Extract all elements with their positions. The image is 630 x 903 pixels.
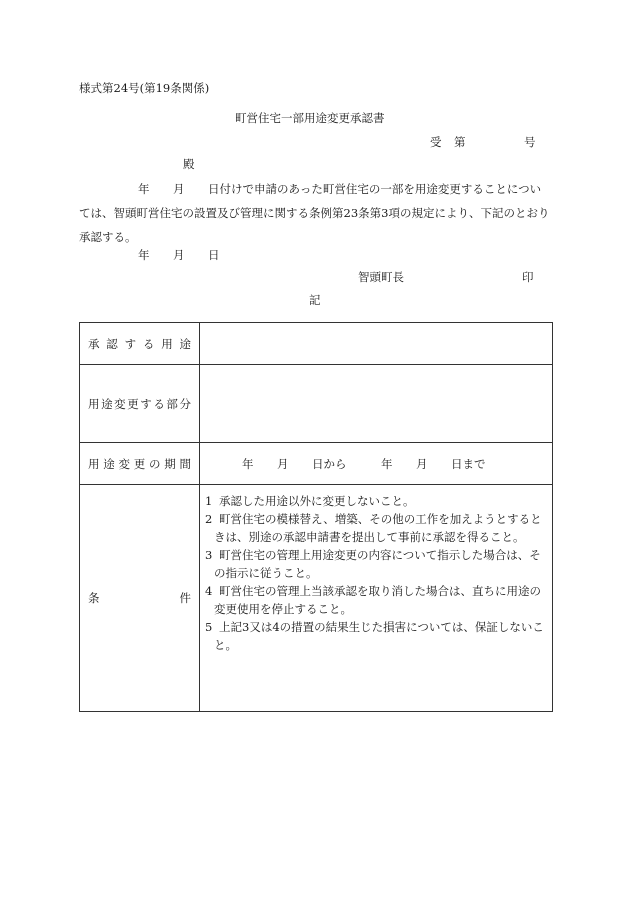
table-row bbox=[80, 323, 552, 365]
condition-item bbox=[205, 582, 547, 618]
label-char: 承 bbox=[88, 336, 100, 351]
label-char: の bbox=[149, 456, 161, 471]
reception-dai: 第 bbox=[454, 135, 466, 149]
label-cell bbox=[80, 443, 200, 484]
condition-text: 町営住宅の模様替え、増築、その他の工作を加えようとするときは、別途の承認申請書を提出して事前に承認を得ること。 bbox=[214, 512, 542, 544]
ki-heading: 記 bbox=[309, 293, 321, 307]
label-char: 途 bbox=[103, 456, 115, 471]
condition-text: 承認した用途以外に変更しないこと。 bbox=[219, 494, 415, 508]
label-cell bbox=[80, 365, 200, 442]
condition-item bbox=[205, 618, 547, 654]
condition-text: 上記3又は4の措置の結果生じた損害については、保証しないこと。 bbox=[214, 620, 544, 652]
changed-part-label bbox=[88, 397, 191, 411]
condition-number: 3 bbox=[205, 548, 213, 562]
label-cell bbox=[80, 485, 200, 711]
body-year: 年 bbox=[138, 182, 150, 196]
condition-number: 4 bbox=[205, 584, 213, 598]
issue-year: 年 bbox=[138, 248, 150, 262]
condition-number: 5 bbox=[205, 620, 213, 634]
table-row bbox=[80, 485, 552, 711]
document-title: 町営住宅一部用途変更承認書 bbox=[235, 111, 385, 125]
condition-item bbox=[205, 492, 547, 510]
reception-ju: 受 bbox=[430, 135, 442, 149]
approval-table bbox=[79, 322, 553, 712]
period-year-2: 年 bbox=[381, 456, 393, 471]
table-row bbox=[80, 365, 552, 443]
label-char: る bbox=[153, 396, 165, 411]
condition-item bbox=[205, 510, 547, 546]
label-char: 期 bbox=[164, 456, 176, 471]
label-char: 部 bbox=[166, 396, 178, 411]
period-month-1: 月 bbox=[277, 456, 289, 471]
condition-number: 1 bbox=[205, 494, 213, 508]
label-char: 分 bbox=[179, 396, 191, 411]
reception-go: 号 bbox=[524, 135, 536, 149]
changed-part-value bbox=[200, 365, 552, 442]
change-period-label bbox=[88, 457, 191, 471]
condition-item bbox=[205, 546, 547, 582]
label-char: す bbox=[140, 396, 152, 411]
seal-mark: 印 bbox=[522, 270, 534, 284]
body-line-3: 承認する。 bbox=[79, 230, 137, 244]
label-char: 件 bbox=[179, 591, 191, 605]
body-month: 月 bbox=[173, 182, 185, 196]
label-char: 変 bbox=[114, 396, 126, 411]
label-char: る bbox=[142, 336, 155, 351]
table-row bbox=[80, 443, 552, 485]
condition-text: 町営住宅の管理上用途変更の内容について指示した場合は、その指示に従うこと。 bbox=[214, 548, 541, 580]
approved-use-label bbox=[88, 337, 191, 351]
label-char: 変 bbox=[118, 456, 130, 471]
body-line-2: ては、智頭町営住宅の設置及び管理に関する条例第23条第3項の規定により、下記のとおり bbox=[79, 206, 550, 220]
label-char: 途 bbox=[101, 396, 113, 411]
form-number: 様式第24号(第19条関係) bbox=[79, 81, 210, 95]
issue-day: 日 bbox=[208, 248, 220, 262]
issue-month: 月 bbox=[173, 248, 185, 262]
period-year-1: 年 bbox=[242, 456, 254, 471]
body-line-1-text: 日付けで申請のあった町営住宅の一部を用途変更することについ bbox=[208, 182, 542, 196]
label-char: 認 bbox=[106, 336, 118, 351]
label-char: 用 bbox=[88, 456, 100, 471]
label-char: 更 bbox=[133, 456, 146, 471]
label-char: 更 bbox=[127, 396, 139, 411]
label-char: す bbox=[124, 336, 137, 351]
issuer: 智頭町長 bbox=[358, 270, 404, 284]
conditions-label bbox=[88, 591, 191, 605]
label-char: 用 bbox=[161, 336, 173, 351]
label-char: 条 bbox=[88, 591, 100, 605]
change-period-value bbox=[200, 443, 552, 484]
addressee-suffix: 殿 bbox=[183, 157, 195, 171]
condition-number: 2 bbox=[205, 512, 213, 526]
condition-text: 町営住宅の管理上当該承認を取り消した場合は、直ちに用途の変更使用を停止すること。 bbox=[214, 584, 541, 616]
approved-use-value bbox=[200, 323, 552, 364]
label-char: 途 bbox=[179, 336, 191, 351]
label-char: 用 bbox=[88, 396, 100, 411]
period-month-2: 月 bbox=[416, 456, 428, 471]
label-char: 間 bbox=[179, 456, 191, 471]
conditions-value bbox=[200, 485, 552, 711]
period-from: 日から bbox=[312, 456, 347, 471]
period-to: 日まで bbox=[451, 456, 486, 471]
label-cell bbox=[80, 323, 200, 364]
conditions-list bbox=[205, 492, 547, 654]
